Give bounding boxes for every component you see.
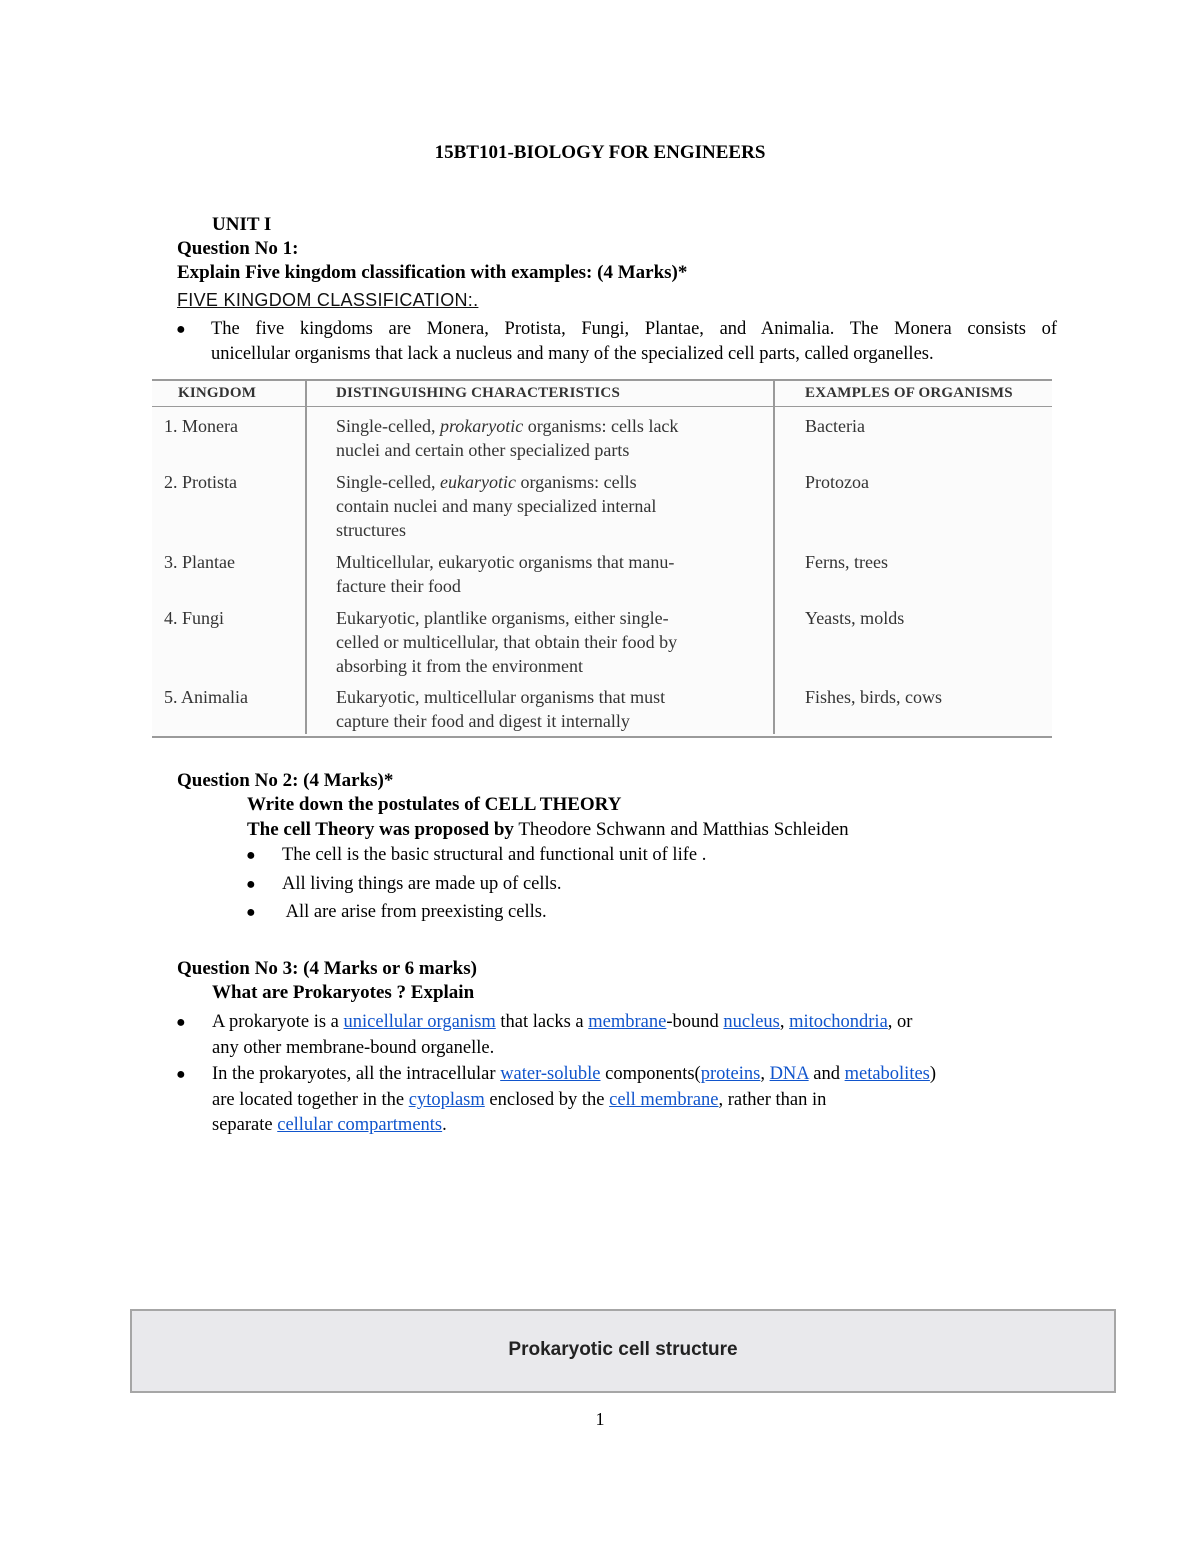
bullet-icon: ● [176, 1066, 186, 1083]
cell-theory-proposed: The cell Theory was proposed by Theodore Schwann and Matthias Schleiden [247, 819, 849, 840]
cell-theory-postulate: All are arise from preexisting cells. [282, 902, 547, 922]
kingdom-cell: 5. Animalia [164, 687, 248, 707]
prokaryote-components-line-2: are located together in the cytoplasm enclosed by the cell membrane, rather than in [212, 1090, 827, 1110]
kingdom-cell: 4. Fungi [164, 608, 225, 628]
bullet-icon: ● [246, 876, 256, 893]
characteristics-cell: Multicellular, eukaryotic organisms that manu- facture their food [336, 552, 675, 596]
five-kingdom-heading: FIVE KINGDOM CLASSIFICATION:. [177, 290, 479, 310]
link-proteins[interactable]: proteins [700, 1064, 761, 1084]
link-unicellular-organism[interactable]: unicellular organism [343, 1012, 496, 1032]
header-kingdom: KINGDOM [178, 385, 257, 401]
document-title: 15BT101-BIOLOGY FOR ENGINEERS [434, 142, 766, 163]
header-characteristics: DISTINGUISHING CHARACTERISTICS [336, 385, 620, 401]
column-divider [305, 381, 307, 734]
kingdom-cell: 2. Protista [164, 472, 238, 492]
question-1-label: Question No 1: [177, 238, 299, 259]
link-cytoplasm[interactable]: cytoplasm [408, 1090, 485, 1110]
prokaryotic-cell-structure-box [130, 1309, 1116, 1393]
table-header-row [152, 381, 1052, 407]
bullet-icon: ● [176, 1014, 186, 1031]
characteristics-cell: Eukaryotic, multicellular organisms that must capture their food and digest it internally [336, 687, 666, 731]
q1-bullet-line-1: The five kingdoms are Monera, Protista, Fungi, Plantae, and Animalia. The Monera consists of [211, 319, 1057, 339]
question-3-prompt: What are Prokaryotes ? Explain [212, 982, 475, 1003]
example-cell: Bacteria [805, 416, 865, 436]
kingdom-table [152, 379, 1052, 738]
link-dna[interactable]: DNA [769, 1064, 809, 1084]
example-cell: Protozoa [805, 472, 869, 492]
prokaryote-definition-line-2: any other membrane-bound organelle. [212, 1038, 495, 1058]
prokaryote-definition-line-1: A prokaryote is a unicellular organism that lacks a membrane-bound nucleus, mitochondria, or [212, 1012, 913, 1032]
page-number: 1 [595, 1409, 605, 1429]
link-mitochondria[interactable]: mitochondria [789, 1012, 888, 1032]
kingdom-cell: 3. Plantae [164, 552, 235, 572]
prokaryote-components-line-3: separate cellular compartments. [212, 1115, 447, 1135]
link-cellular-compartments[interactable]: cellular compartments [277, 1115, 443, 1135]
question-3-label: Question No 3: (4 Marks or 6 marks) [177, 958, 477, 979]
unit-heading: UNIT I [212, 214, 272, 235]
example-cell: Ferns, trees [805, 552, 888, 572]
question-2-label: Question No 2: (4 Marks)* [177, 770, 394, 791]
link-metabolites[interactable]: metabolites [844, 1064, 930, 1084]
prokaryote-components-line-1: In the prokaryotes, all the intracellular water-soluble components(proteins, DNA and metabolites) [212, 1064, 937, 1084]
kingdom-cell: 1. Monera [164, 416, 238, 436]
link-cell-membrane[interactable]: cell membrane [609, 1090, 719, 1110]
column-divider [773, 381, 775, 734]
example-cell: Yeasts, molds [805, 608, 905, 628]
cell-theory-postulate: The cell is the basic structural and functional unit of life . [282, 845, 707, 865]
box-caption: Prokaryotic cell structure [508, 1339, 738, 1360]
header-examples: EXAMPLES OF ORGANISMS [805, 385, 1013, 401]
characteristics-cell: Single-celled, prokaryotic organisms: cells lack nuclei and certain other specialized parts [336, 416, 679, 460]
link-membrane[interactable]: membrane [588, 1012, 667, 1032]
cell-theory-postulate: All living things are made up of cells. [282, 874, 562, 894]
characteristics-cell: Eukaryotic, plantlike organisms, either single- celled or multicellular, that obtain their food by absorbing it from the environment [336, 608, 678, 676]
question-2-prompt: Write down the postulates of CELL THEORY [247, 794, 622, 815]
question-1-prompt: Explain Five kingdom classification with examples: (4 Marks)* [177, 262, 688, 283]
q1-bullet-line-2: unicellular organisms that lack a nucleus and many of the specialized cell parts, called organelles. [211, 344, 934, 364]
bullet-icon: ● [246, 847, 256, 864]
characteristics-cell: Single-celled, eukaryotic organisms: cells contain nuclei and many specialized internal structures [336, 472, 657, 540]
link-water-soluble[interactable]: water-soluble [500, 1064, 601, 1084]
bullet-icon: ● [246, 904, 256, 921]
bullet-icon: ● [176, 321, 186, 338]
example-cell: Fishes, birds, cows [805, 687, 943, 707]
link-nucleus[interactable]: nucleus [723, 1012, 780, 1032]
